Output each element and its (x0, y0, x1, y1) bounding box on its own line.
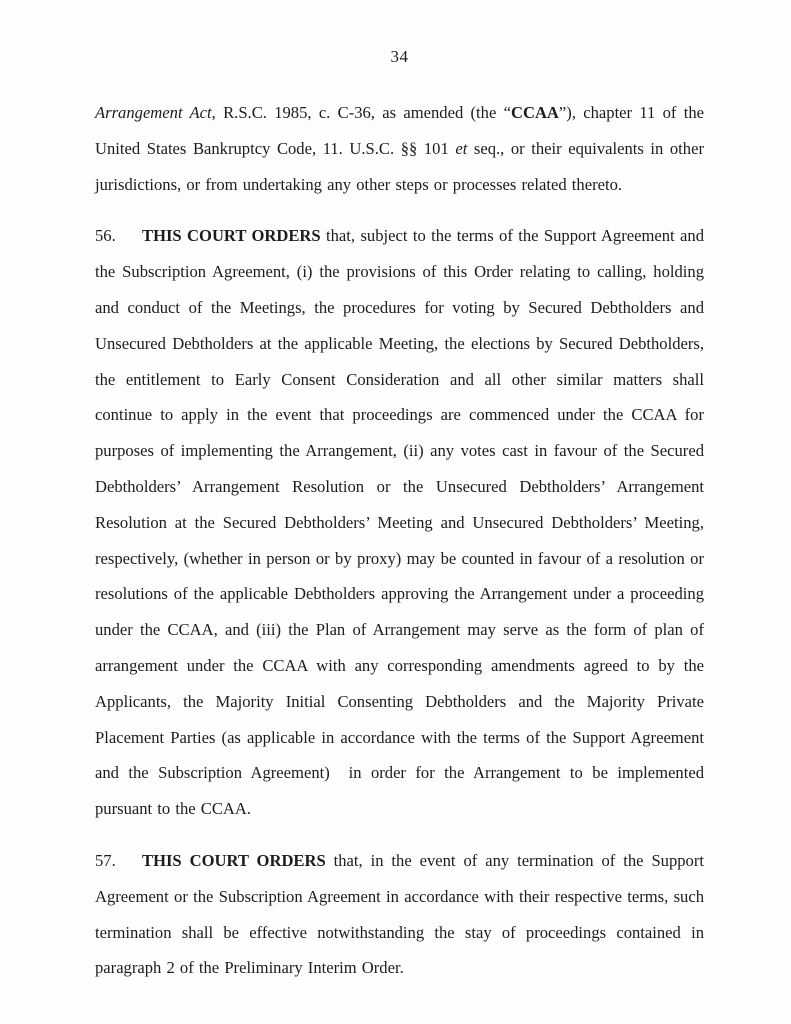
text-run: Arrangement Act (95, 103, 212, 122)
text-run: ”), chapter 11 of the United States Bankruptcy Code, 11. U.S.C. §§ 101 (95, 103, 705, 158)
paragraph-text (95, 851, 704, 977)
text-run: THIS COURT ORDERS (142, 226, 321, 246)
paragraph-number: 56. (95, 226, 116, 246)
document-body (95, 95, 704, 986)
paragraph-continuation (95, 95, 704, 202)
text-run: that, in the event of any termination of the Support Agreement or the Subscription Agreement in accordance with their respective terms, such termination shall be effective notwithstanding the stay of proceedings contained in paragraph 2 of the Preliminary Interim Order. (95, 850, 704, 978)
text-run: et (455, 138, 468, 158)
text-run: seq., or their equivalents in other jurisdictions, or from undertaking any other steps or processes related thereto. (95, 138, 704, 194)
page-number: 34 (390, 47, 409, 66)
text-run: that, subject to the terms of the Support Agreement and the Subscription Agreement, (i) the provisions of this Order relating to calling, holding and conduct of the Meetings, the procedures for voting by Secured Debtholders and Unsecured Debtholders at the applicable Meeting, the elections by Secured Debtholders, the entitlement to Early Consent Consideration and all other similar matters shall continue to apply in the event that proceedings are commenced under the CCAA for purposes of implementing the Arrangement, (ii) any votes cast in favour of the Secured Debtholders’ Arrangement Resolution or the Unsecured Debtholders’ Arrangement Resolution at the Secured Debtholders’ Meeting and Unsecured Debtholders’ Meeting, respectively, (whether in person or by proxy) may be counted in favour of a resolution or resolutions of the applicable Debtholders approving the Arrangement under a proceeding under the CCAA, and (iii) the Plan of Arrangement may serve as the form of plan of arrangement under the CCAA with any corresponding amendments agreed to by the Applicants, the Majority Initial Consenting Debtholders and the Majority Private Placement Parties (as applicable in accordance with the terms of the Support Agreement and the Subscription Agreement) in order for the Arrangement to be implemented pursuant to the CCAA. (95, 226, 704, 819)
text-run: CCAA (510, 103, 559, 122)
paragraph-text (95, 103, 704, 194)
paragraph-57 (95, 843, 704, 986)
paragraph-number: 57. (95, 850, 116, 870)
text-run: , R.S.C. 1985, c. C-36, as amended (the “ (211, 103, 511, 122)
text-run: THIS COURT ORDERS (142, 850, 326, 870)
paragraph-text (95, 226, 704, 818)
paragraph-56 (95, 218, 704, 827)
